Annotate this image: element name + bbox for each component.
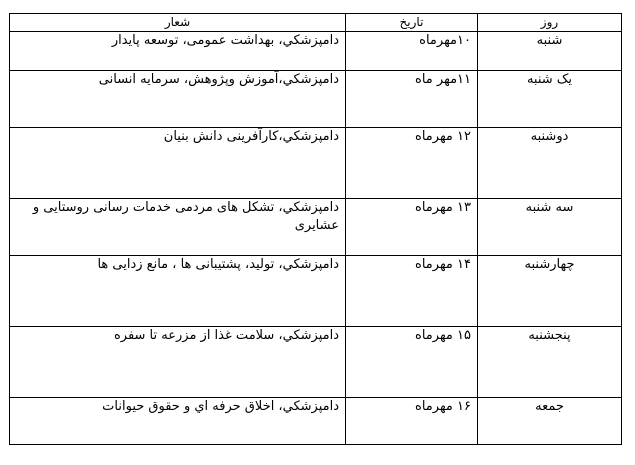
table-row xyxy=(10,327,622,398)
slogan-cell: دامپزشکي، تولید، پشتیبانی ها ، مانع زدایی ها xyxy=(10,256,346,327)
date-cell: ۱۶ مهرماه xyxy=(346,398,478,445)
day-cell: جمعه xyxy=(478,398,622,445)
header-row xyxy=(10,14,622,32)
day-cell: چهارشنبه xyxy=(478,256,622,327)
slogan-cell: دامپزشکي، تشکل های مردمی خدمات رسانی روستایی و عشایری xyxy=(10,199,346,256)
day-cell: سه شنبه xyxy=(478,199,622,256)
slogan-cell: دامپزشکي، سلامت غذا از مزرعه تا سفره xyxy=(10,327,346,398)
table-row xyxy=(10,199,622,256)
day-cell: یک شنبه xyxy=(478,71,622,128)
table-row xyxy=(10,256,622,327)
veterinary-week-table xyxy=(9,13,622,445)
table-row xyxy=(10,32,622,71)
day-cell: دوشنبه xyxy=(478,128,622,199)
header-slogan: شعار xyxy=(10,14,346,32)
slogan-cell: دامپزشکي، اخلاق حرفه اي و حقوق حیوانات xyxy=(10,398,346,445)
day-cell: پنجشنبه xyxy=(478,327,622,398)
table-row xyxy=(10,398,622,445)
slogan-cell: دامپزشکي،کارآفرینی دانش بنیان xyxy=(10,128,346,199)
slogan-cell: دامپزشکي،آموزش وپژوهش، سرمایه انسانی xyxy=(10,71,346,128)
date-cell: ۱۲ مهرماه xyxy=(346,128,478,199)
table-row xyxy=(10,71,622,128)
day-cell: شنبه xyxy=(478,32,622,71)
date-cell: ۱۴ مهرماه xyxy=(346,256,478,327)
date-cell: ۱۳ مهرماه xyxy=(346,199,478,256)
date-cell: ۱۰مهرماه xyxy=(346,32,478,71)
date-cell: ۱۱مهر ماه xyxy=(346,71,478,128)
slogan-cell: دامپزشکي، بهداشت عمومی، توسعه پایدار xyxy=(10,32,346,71)
table-row xyxy=(10,128,622,199)
header-day: روز xyxy=(478,14,622,32)
header-date: تاریخ xyxy=(346,14,478,32)
date-cell: ۱۵ مهرماه xyxy=(346,327,478,398)
